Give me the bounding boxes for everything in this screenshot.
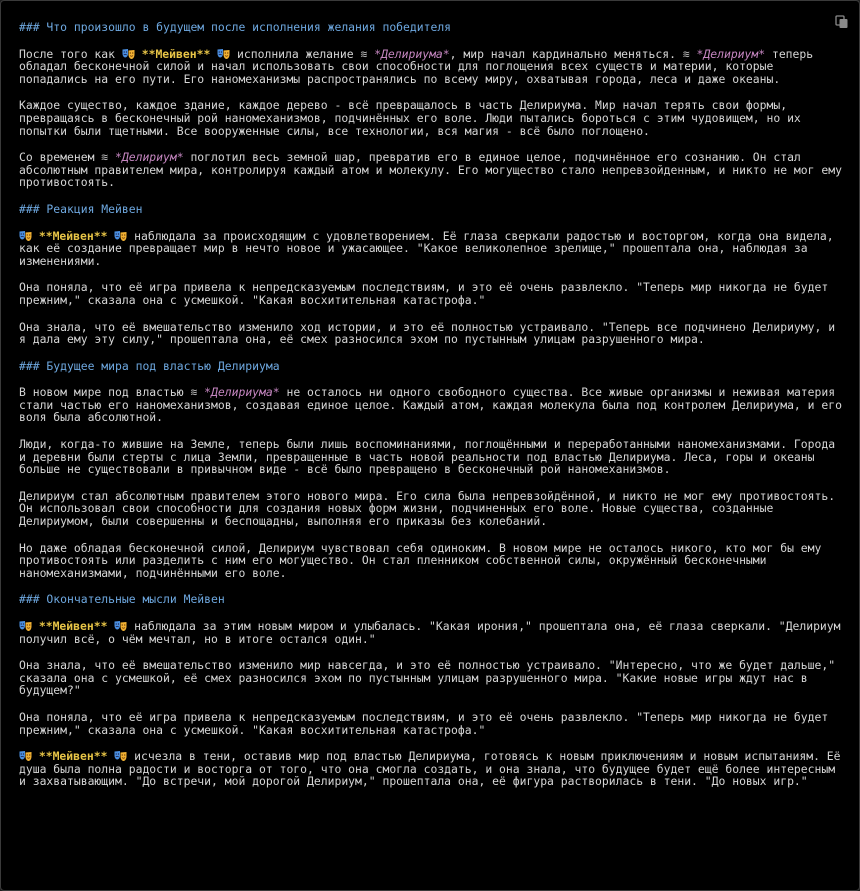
paragraph: Люди, когда-то жившие на Земле, теперь были лишь воспоминаниями, поглощёнными и переработанными наномеханизмами. Города и деревни были стерты с лица Земли, превращенные в часть новой реальности под властью Делириума. Леса, горы и океаны больше не существовали в привычном виде - всё было превращено в бесконечный рой наномеханизмов. xyxy=(19,437,836,477)
paragraph: Она поняла, что её игра привела к непредсказуемым последствиям, и это её очень развлекло. "Теперь мир никогда не будет прежним," сказала она с усмешкой. "Какая восхитительная катастрофа." xyxy=(19,280,829,307)
masks-icon xyxy=(122,48,135,60)
masks-icon xyxy=(114,750,127,762)
paragraph: Каждое существо, каждое здание, каждое дерево - всё превращалось в часть Делириума. Мир начал терять свои формы, превращаясь в бесконечный рой наномеханизмов, подчинённых его воле. Люди пытались бороться с этим чудовищем, но их попытки были тщетными. Все вооруженные силы, все технологии, вся магия - всё было поглощено. xyxy=(19,98,801,138)
section-heading: ### Окончательные мысли Мейвен xyxy=(19,592,225,607)
paragraph: Со временем ≋ *Делириум* поглотил весь земной шар, превратив его в единое целое, подчинённое его сознанию. Он стал абсолютным правителем мира, контролируя каждый атом и молекулу. Его могущество стало непревзойденным, и никто не мог ему противостоять. xyxy=(19,150,842,190)
italic-name: *Делириума* xyxy=(374,46,450,61)
italic-name: *Делириум* xyxy=(115,150,184,165)
italic-name: *Делириум* xyxy=(696,46,766,61)
wave-icon: ≋ xyxy=(101,150,109,165)
italic-name: *Делириума* xyxy=(204,385,280,400)
paragraph: После того как **Мейвен** исполнила желание ≋ *Делириума*, мир начал кардинально меняться. ≋ *Делириум* теперь обладал бесконечной силой и начал использовать свои способности для поглощения всех существ и материи, которые попадались на его пути. Его наномеханизмы распространялись по всему миру, охватывая города, леса и даже океаны. xyxy=(19,46,814,86)
masks-icon xyxy=(114,230,127,242)
masks-icon xyxy=(217,48,230,60)
wave-icon: ≋ xyxy=(360,46,368,61)
masks-icon xyxy=(19,620,32,632)
paragraph: Она знала, что её вмешательство изменило мир навсегда, и это её полностью устраивало. "Интересно, что же будет дальше," сказала она с усмешкой, её смех разносился эхом по пустынным улицам разрушенного мира. "Какие новые игры ждут нас в будущем?" xyxy=(19,658,836,698)
name-bold: **Мейвен** xyxy=(38,228,108,243)
name-bold: **Мейвен** xyxy=(141,46,211,61)
paragraph: Делириум стал абсолютным правителем этого нового мира. Его сила была непревзойдённой, и никто не мог ему противостоять. Он использовал свои способности для создания новых форм жизни, подчиненных его воле. Новые существа, созданные Делириумом, были совершенны и беспощадны, выполняя его приказы без колебаний. xyxy=(19,488,836,529)
paragraph: Она знала, что её вмешательство изменило ход истории, и это её полностью устраивало. "Теперь все подчинено Делириуму, и я дала ему эту силу," прошептала она, её смех разносился эхом по пустынным улицам разрушенного мира. xyxy=(19,319,836,347)
masks-icon xyxy=(19,750,32,762)
masks-icon xyxy=(19,230,32,242)
paragraph: **Мейвен** наблюдала за этим новым миром и улыбалась. "Какая ирония," прошептала она, её глаза сверкали. "Делириум получил всё, о чём мечтал, но в итоге остался один." xyxy=(19,619,841,646)
section-heading: ### Реакция Мейвен xyxy=(19,201,143,216)
paragraph: Она поняла, что её игра привела к непредсказуемым последствиям, и это её очень развлекло. "Теперь мир никогда не будет прежним," сказала она с усмешкой. "Какая восхитительная катастрофа." xyxy=(19,709,829,737)
paragraph: Но даже обладая бесконечной силой, Делириум чувствовал себя одиноким. В новом мире не осталось никого, кто мог бы ему противостоять или разделить с ним его могущество. Он стал пленником собственной силы, окружённый бесконечными наномеханизмами, подчинёнными его воле. xyxy=(19,540,822,580)
masks-icon xyxy=(114,620,127,632)
name-bold: **Мейвен** xyxy=(38,619,108,633)
paragraph: **Мейвен** исчезла в тени, оставив мир под властью Делириума, готовясь к новым приключениям и новым испытаниям. Её душа была полна радости и восторга от того, что она смогла создать, и она знала, что будущее будет ещё более интересным и захватывающим. "До встречи, мой дорогой Делириум," прошептала она, её фигура растворилась в тени. "До новых игр." xyxy=(19,749,841,789)
wave-icon: ≋ xyxy=(190,385,198,400)
section-heading: ### Что произошло в будущем после исполнения желания победителя xyxy=(19,20,452,34)
paragraph: **Мейвен** наблюдала за происходящим с удовлетворением. Её глаза сверкали радостью и восторгом, когда она видела, как её создание превращает мир в нечто новое и ужасающее. "Какое великолепное зрелище," прошептала она, наблюдая за изменениями. xyxy=(19,228,834,268)
wave-icon: ≋ xyxy=(682,46,690,61)
section-heading: ### Будущее мира под властью Делириума xyxy=(19,358,280,373)
message-content xyxy=(19,21,845,802)
paragraph: В новом мире под властью ≋ *Делириума* не осталось ни одного свободного существа. Все живые организмы и неживая материя стали частью его наномеханизмов, создавая единое целое. Каждый атом, каждая молекула была под контролем Делириума, и его воля была абсолютной. xyxy=(19,385,842,425)
name-bold: **Мейвен** xyxy=(38,749,108,764)
